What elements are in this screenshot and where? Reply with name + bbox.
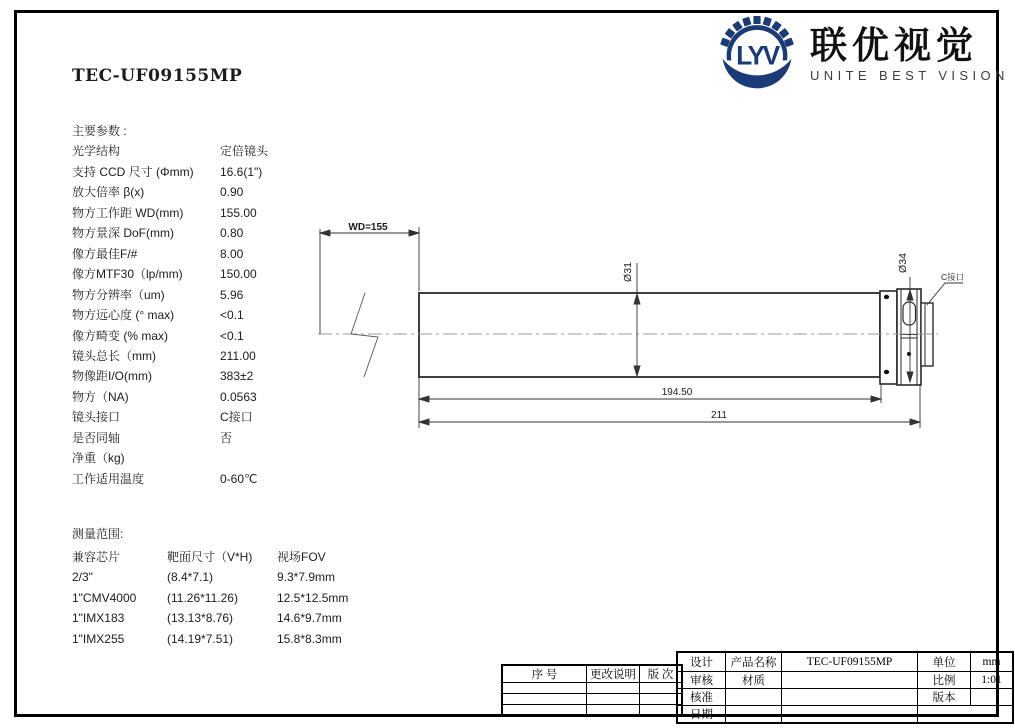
flange-screw-bottom (884, 370, 889, 374)
parameters-section-title: 主要参数 : (72, 124, 127, 138)
parameter-row (72, 387, 268, 407)
measurement-header-chip: 兼容芯片 (72, 549, 121, 564)
parameter-label: 镜头接口 (72, 410, 121, 425)
measurement-target-size: (14.19*7.51) (167, 631, 234, 646)
measurement-fov: 9.3*7.9mm (277, 570, 336, 584)
parameter-label: 工作适用温度 (72, 471, 145, 486)
measurement-range-section (72, 524, 348, 649)
measurement-target-size: (13.13*8.76) (167, 611, 234, 625)
measurement-row (72, 608, 348, 629)
parameter-value: 155.00 (220, 205, 257, 220)
main-parameters-section (72, 121, 268, 489)
parameter-row (72, 305, 268, 325)
revision-cell (587, 694, 640, 705)
parameter-value: 0-60℃ (220, 471, 258, 486)
approve-value (782, 688, 918, 705)
logo-text (810, 26, 1009, 83)
measurement-chip: 1"CMV4000 (72, 590, 137, 605)
revision-col-desc: 更改说明 (587, 665, 640, 683)
approve-label: 核准 (677, 688, 726, 705)
lens-tube-outline (419, 293, 880, 377)
unit-label: 单位 (918, 652, 971, 671)
parameter-value: 0.80 (220, 226, 244, 241)
revision-cell (502, 705, 587, 716)
company-name-cn: 联优视觉 (810, 24, 978, 66)
product-name-label: 产品名称 (726, 652, 782, 671)
parameter-value: C接口 (220, 410, 253, 425)
parameter-row (72, 346, 268, 366)
dim-body-diameter: Ø31 (622, 262, 634, 282)
measurement-row (72, 629, 348, 650)
date-label: 日期 (677, 705, 726, 723)
revision-col-ver: 版 次 (640, 665, 683, 683)
revision-cell (502, 694, 587, 705)
material-label: 材质 (726, 671, 782, 688)
parameter-row (72, 203, 268, 223)
flange-screw-top (884, 295, 889, 299)
parameter-label: 像方最佳F/# (72, 246, 138, 261)
material-value (782, 671, 918, 688)
revision-cell (587, 705, 640, 716)
c-mount-outline (921, 303, 933, 366)
parameter-label: 像方畸变 (% max) (72, 328, 169, 343)
lens-flange-outline (880, 291, 897, 384)
parameter-label: 物方景深 DoF(mm) (72, 226, 174, 241)
measurement-fov: 12.5*12.5mm (277, 590, 349, 605)
parameters-list (72, 141, 268, 489)
parameter-label: 物方（NA) (72, 389, 129, 404)
parameter-label: 支持 CCD 尺寸 (Φmm) (72, 164, 194, 179)
measurement-header-row (72, 547, 348, 568)
parameter-value: 否 (220, 430, 233, 445)
measurement-chip: 1"IMX255 (72, 631, 125, 646)
parameter-label: 像方MTF30（lp/mm) (72, 267, 183, 282)
measurement-section-title: 测量范围: (72, 527, 124, 541)
c-mount-label: C接口 (941, 272, 965, 282)
measurement-chip: 1"IMX183 (72, 611, 125, 625)
lens-technical-drawing (300, 203, 990, 443)
unit-value: mm (971, 652, 1014, 671)
parameter-value: 211.00 (220, 348, 256, 363)
parameter-value: 383±2 (220, 369, 254, 384)
parameter-label: 物像距I/O(mm) (72, 369, 152, 384)
parameter-label: 净重（kg) (72, 451, 125, 466)
parameter-label: 镜头总长（mm) (72, 348, 156, 363)
parameter-label: 光学结构 (72, 144, 121, 159)
parameter-row (72, 407, 268, 427)
parameter-row (72, 162, 268, 182)
version-label: 版本 (918, 688, 971, 705)
parameter-value: 0.90 (220, 185, 244, 200)
parameter-row (72, 469, 268, 489)
parameter-value: 5.96 (220, 287, 244, 302)
parameter-row (72, 448, 268, 468)
parameter-row (72, 244, 268, 264)
measurement-chip: 2/3" (72, 570, 93, 584)
parameter-label: 物方分辨率（um) (72, 287, 165, 302)
date-extra-cell (918, 705, 1014, 723)
measurement-fov: 14.6*9.7mm (277, 611, 342, 625)
revision-table (501, 664, 683, 717)
parameter-value: 150.00 (220, 267, 257, 282)
parameter-row (72, 285, 268, 305)
rear-screw (907, 352, 911, 356)
company-logo (714, 14, 1009, 94)
review-label: 审核 (677, 671, 726, 688)
parameter-row (72, 326, 268, 346)
dim-total-length: 211 (711, 410, 727, 421)
version-value (971, 688, 1014, 705)
dim-working-distance: WD=155 (348, 222, 388, 233)
parameter-row (72, 366, 268, 386)
parameter-value: 8.00 (220, 246, 244, 261)
approve-cell (726, 688, 782, 705)
svg-text:LYV: LYV (736, 40, 778, 71)
dim-body-length: 194.50 (661, 387, 693, 398)
parameter-row (72, 182, 268, 202)
parameter-label: 物方工作距 WD(mm) (72, 205, 184, 220)
design-label: 设计 (677, 652, 726, 671)
measurement-target-size: (8.4*7.1) (167, 570, 214, 584)
measurement-row (72, 567, 348, 588)
product-model-title: TEC-UF09155MP (72, 66, 243, 86)
measurement-rows (72, 567, 348, 649)
parameter-row (72, 141, 268, 161)
revision-cell (587, 683, 640, 694)
parameter-label: 是否同轴 (72, 430, 121, 445)
measurement-header-fov: 视场FOV (277, 549, 326, 564)
break-symbol (351, 293, 378, 377)
measurement-fov: 15.8*8.3mm (277, 631, 342, 646)
parameter-value: 0.0563 (220, 389, 257, 404)
product-name-value: TEC-UF09155MP (782, 652, 918, 671)
parameter-row (72, 264, 268, 284)
dim-rear-diameter: Ø34 (897, 253, 909, 273)
lyv-gear-logo-icon (714, 14, 800, 94)
parameter-value: <0.1 (220, 328, 244, 343)
date-cell (726, 705, 782, 723)
scale-value: 1:01 (971, 671, 1014, 688)
parameter-value: 16.6(1") (220, 164, 263, 179)
parameter-row (72, 428, 268, 448)
parameter-value: <0.1 (220, 308, 244, 323)
measurement-row (72, 588, 348, 609)
scale-label: 比例 (918, 671, 971, 688)
revision-cell (502, 683, 587, 694)
measurement-target-size: (11.26*11.26) (167, 590, 238, 605)
company-name-en: UNITE BEST VISION (810, 67, 1009, 83)
measurement-header-target: 靶面尺寸（V*H) (167, 549, 253, 564)
title-block-table (676, 651, 1014, 724)
date-value (782, 705, 918, 723)
parameter-value: 定倍镜头 (220, 144, 269, 159)
parameter-row (72, 223, 268, 243)
parameter-label: 放大倍率 β(x) (72, 185, 145, 200)
revision-col-seq: 序 号 (502, 665, 587, 683)
parameter-label: 物方远心度 (° max) (72, 308, 175, 323)
